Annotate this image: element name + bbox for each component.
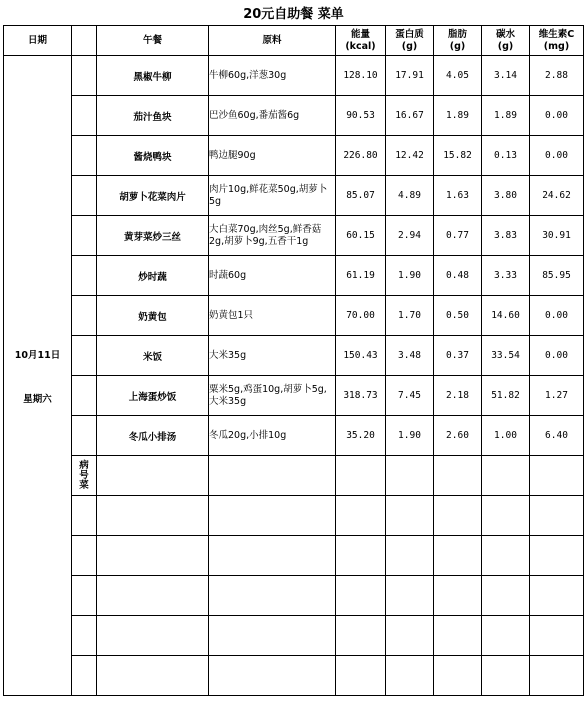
empty-cell — [482, 616, 530, 656]
meal-protein: 17.91 — [386, 56, 434, 96]
empty-row — [4, 496, 584, 536]
empty-cell — [386, 536, 434, 576]
sick-meal-row — [4, 456, 584, 496]
meal-row — [4, 376, 584, 416]
header-vitc — [530, 26, 584, 56]
sick-label-char: 病 — [79, 459, 89, 471]
side-cell — [72, 216, 97, 256]
meal-carb: 3.33 — [482, 256, 530, 296]
empty-cell — [482, 536, 530, 576]
meal-name: 胡萝卜花菜肉片 — [97, 176, 209, 216]
meal-fat: 2.60 — [434, 416, 482, 456]
empty-cell — [434, 496, 482, 536]
meal-protein: 12.42 — [386, 136, 434, 176]
sick-label-char: 菜 — [79, 479, 89, 491]
header-energy — [336, 26, 386, 56]
header-carb-unit: (g) — [497, 40, 514, 52]
empty-cell — [336, 536, 386, 576]
empty-cell — [386, 496, 434, 536]
header-fat-unit: (g) — [449, 40, 466, 52]
meal-fat: 4.05 — [434, 56, 482, 96]
empty-cell — [434, 536, 482, 576]
empty-cell — [434, 616, 482, 656]
side-cell — [72, 336, 97, 376]
page-title: 20元自助餐 菜单 — [243, 7, 344, 22]
weekday-text: 星期六 — [23, 393, 52, 405]
empty-cell — [72, 576, 97, 616]
meal-energy: 226.80 — [336, 136, 386, 176]
meal-ingredients: 粟米5g,鸡蛋10g,胡萝卜5g,大米35g — [209, 376, 336, 416]
empty-cell — [97, 456, 209, 496]
meal-name: 米饭 — [97, 336, 209, 376]
meal-row — [4, 296, 584, 336]
meal-name: 冬瓜小排汤 — [97, 416, 209, 456]
meal-name: 酱烧鸭块 — [97, 136, 209, 176]
meal-name: 奶黄包 — [97, 296, 209, 336]
header-protein — [386, 26, 434, 56]
meal-energy: 61.19 — [336, 256, 386, 296]
meal-ingredients: 大白菜70g,肉丝5g,鲜香菇2g,胡萝卜9g,五香干1g — [209, 216, 336, 256]
empty-cell — [72, 656, 97, 696]
meal-fat: 0.77 — [434, 216, 482, 256]
header-fat — [434, 26, 482, 56]
meal-row — [4, 336, 584, 376]
meal-ingredients: 奶黄包1只 — [209, 296, 336, 336]
empty-cell — [336, 576, 386, 616]
meal-carb: 3.14 — [482, 56, 530, 96]
meal-row — [4, 416, 584, 456]
meal-fat: 1.89 — [434, 96, 482, 136]
header-fat-name: 脂肪 — [447, 28, 467, 40]
meal-energy: 60.15 — [336, 216, 386, 256]
meal-vitc: 30.91 — [530, 216, 584, 256]
empty-cell — [386, 576, 434, 616]
empty-cell — [482, 576, 530, 616]
meal-energy: 35.20 — [336, 416, 386, 456]
sick-label-char: 号 — [79, 469, 89, 481]
meal-fat: 0.37 — [434, 336, 482, 376]
meal-name: 上海蛋炒饭 — [97, 376, 209, 416]
meal-vitc: 0.00 — [530, 96, 584, 136]
empty-cell — [434, 456, 482, 496]
empty-cell — [97, 536, 209, 576]
empty-cell — [386, 456, 434, 496]
header-blank — [72, 26, 97, 56]
meal-fat: 0.48 — [434, 256, 482, 296]
empty-cell — [72, 616, 97, 656]
meal-vitc: 1.27 — [530, 376, 584, 416]
empty-cell — [336, 496, 386, 536]
empty-row — [4, 656, 584, 696]
meal-carb: 51.82 — [482, 376, 530, 416]
header-carb-name: 碳水 — [495, 28, 515, 40]
meal-name: 茄汁鱼块 — [97, 96, 209, 136]
header-energy-name: 能量 — [350, 28, 370, 40]
meal-row — [4, 176, 584, 216]
meal-ingredients: 肉片10g,鲜花菜50g,胡萝卜5g — [209, 176, 336, 216]
meal-carb: 1.00 — [482, 416, 530, 456]
empty-cell — [530, 576, 584, 616]
meal-carb: 33.54 — [482, 336, 530, 376]
empty-cell — [72, 536, 97, 576]
meal-name: 黄芽菜炒三丝 — [97, 216, 209, 256]
empty-cell — [209, 536, 336, 576]
header-date: 日期 — [4, 26, 72, 56]
empty-cell — [336, 456, 386, 496]
meal-carb: 3.80 — [482, 176, 530, 216]
empty-cell — [336, 616, 386, 656]
empty-cell — [209, 616, 336, 656]
meal-protein: 1.90 — [386, 416, 434, 456]
empty-cell — [209, 496, 336, 536]
meal-carb: 3.83 — [482, 216, 530, 256]
header-meal: 午餐 — [97, 26, 209, 56]
header-row — [4, 26, 584, 56]
date-cell — [4, 56, 72, 696]
empty-cell — [386, 616, 434, 656]
meal-fat: 0.50 — [434, 296, 482, 336]
empty-cell — [97, 496, 209, 536]
meal-ingredients: 时蔬60g — [209, 256, 336, 296]
header-carb — [482, 26, 530, 56]
meal-ingredients: 鸭边腿90g — [209, 136, 336, 176]
meal-row — [4, 136, 584, 176]
meal-energy: 318.73 — [336, 376, 386, 416]
meal-ingredients: 巴沙鱼60g,番茄酱6g — [209, 96, 336, 136]
meal-row — [4, 56, 584, 96]
empty-cell — [209, 656, 336, 696]
empty-cell — [482, 456, 530, 496]
side-cell — [72, 416, 97, 456]
meal-vitc: 24.62 — [530, 176, 584, 216]
meal-name: 炒时蔬 — [97, 256, 209, 296]
meal-vitc: 0.00 — [530, 336, 584, 376]
meal-carb: 1.89 — [482, 96, 530, 136]
meal-fat: 1.63 — [434, 176, 482, 216]
meal-fat: 15.82 — [434, 136, 482, 176]
meal-name: 黑椒牛柳 — [97, 56, 209, 96]
meal-carb: 14.60 — [482, 296, 530, 336]
meal-energy: 150.43 — [336, 336, 386, 376]
header-vitc-unit: (mg) — [543, 40, 570, 52]
empty-cell — [72, 496, 97, 536]
meal-protein: 2.94 — [386, 216, 434, 256]
meal-ingredients: 大米35g — [209, 336, 336, 376]
sick-meal-label — [72, 456, 97, 496]
side-cell — [72, 176, 97, 216]
side-cell — [72, 96, 97, 136]
meal-energy: 128.10 — [336, 56, 386, 96]
meal-protein: 1.90 — [386, 256, 434, 296]
empty-cell — [530, 536, 584, 576]
empty-cell — [386, 656, 434, 696]
meal-vitc: 2.88 — [530, 56, 584, 96]
empty-cell — [482, 656, 530, 696]
empty-cell — [209, 576, 336, 616]
meal-energy: 70.00 — [336, 296, 386, 336]
side-cell — [72, 256, 97, 296]
meal-energy: 85.07 — [336, 176, 386, 216]
meal-fat: 2.18 — [434, 376, 482, 416]
empty-cell — [209, 456, 336, 496]
meal-ingredients: 冬瓜20g,小排10g — [209, 416, 336, 456]
meal-protein: 3.48 — [386, 336, 434, 376]
header-energy-unit: (kcal) — [345, 40, 376, 52]
side-cell — [72, 56, 97, 96]
empty-cell — [97, 616, 209, 656]
meal-vitc: 6.40 — [530, 416, 584, 456]
empty-cell — [434, 576, 482, 616]
empty-cell — [530, 496, 584, 536]
empty-cell — [434, 656, 482, 696]
empty-cell — [530, 656, 584, 696]
meal-vitc: 0.00 — [530, 136, 584, 176]
empty-cell — [530, 616, 584, 656]
empty-cell — [97, 656, 209, 696]
meal-protein: 4.89 — [386, 176, 434, 216]
side-cell — [72, 136, 97, 176]
meal-carb: 0.13 — [482, 136, 530, 176]
empty-cell — [482, 496, 530, 536]
side-cell — [72, 376, 97, 416]
meal-row — [4, 96, 584, 136]
empty-cell — [530, 456, 584, 496]
side-cell — [72, 296, 97, 336]
empty-cell — [336, 656, 386, 696]
date-text: 10月11日 — [14, 349, 61, 361]
meal-row — [4, 216, 584, 256]
meal-ingredients: 牛柳60g,洋葱30g — [209, 56, 336, 96]
header-protein-name: 蛋白质 — [395, 28, 424, 40]
meal-energy: 90.53 — [336, 96, 386, 136]
header-protein-unit: (g) — [401, 40, 418, 52]
empty-row — [4, 576, 584, 616]
meal-vitc: 85.95 — [530, 256, 584, 296]
meal-protein: 1.70 — [386, 296, 434, 336]
header-ingredients: 原料 — [209, 26, 336, 56]
empty-row — [4, 536, 584, 576]
meal-row — [4, 256, 584, 296]
header-vitc-name: 维生素C — [538, 28, 575, 40]
meal-vitc: 0.00 — [530, 296, 584, 336]
empty-cell — [97, 576, 209, 616]
meal-protein: 16.67 — [386, 96, 434, 136]
menu-table — [3, 25, 584, 696]
meal-protein: 7.45 — [386, 376, 434, 416]
empty-row — [4, 616, 584, 656]
